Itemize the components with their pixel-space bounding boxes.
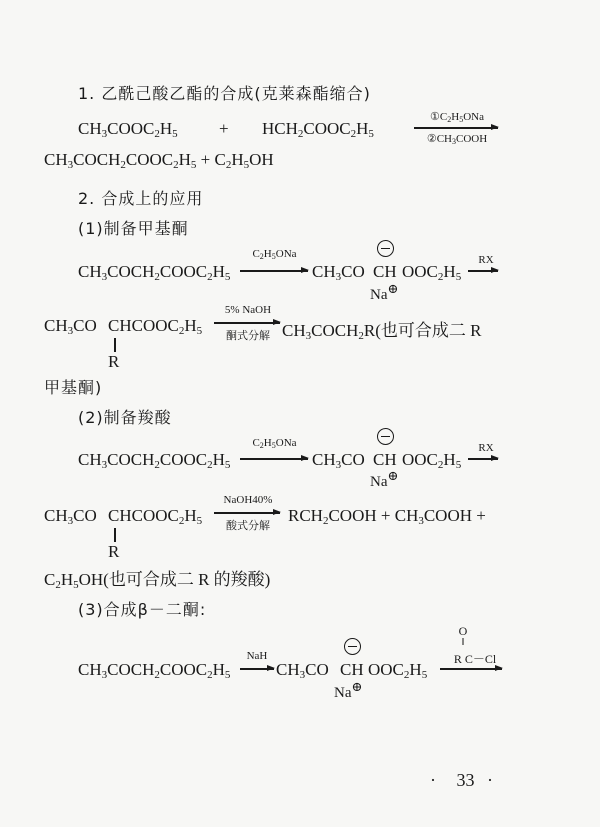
section-2-title: 2. 合成上的应用 [78, 189, 204, 208]
r3-reactant-part-a: $CH_3CO$ [44, 316, 97, 337]
subsection-1-title: (1)制备甲基酮 [78, 219, 189, 238]
r1-arrow [414, 127, 498, 129]
r5-reactant-part-b: $CHCOOC_2H_5$ [108, 506, 203, 527]
r2-reactant: $CH_3COCH_2COOC_2H_5$ [78, 262, 231, 283]
r6-reactant: $CH_3COCH_2COOC_2H_5$ [78, 660, 231, 681]
r2-sodium-counterion: Na⊕ [370, 281, 399, 303]
r6-reagent: R C－Cl [453, 652, 497, 666]
r3-r-group: R [108, 352, 120, 371]
subsection-3-title: (3)合成β－二酮: [78, 600, 207, 619]
r1-plus: + [219, 119, 229, 138]
positive-charge-icon: ⊕ [387, 468, 399, 483]
r2-reagent: RX [478, 254, 494, 266]
r4-arrow-2 [468, 458, 498, 460]
section-1-title: 1. 乙酰己酸乙酯的合成(克莱森酯缩合) [78, 84, 371, 103]
r4-sodium-counterion: Na⊕ [370, 468, 399, 490]
r6-arrow-2 [440, 668, 502, 670]
page-number: · 33 · [430, 770, 501, 790]
negative-charge-icon [377, 428, 394, 445]
r5-product: $RCH_2COOH$ + $CH_3COOH$ + [288, 506, 486, 527]
r5-arrow [214, 512, 280, 514]
r3-condition-top: 5% NaOH [224, 304, 272, 316]
r3-product-continuation: 甲基酮) [44, 378, 103, 397]
r5-reactant-part-a: $CH_3CO$ [44, 506, 97, 527]
r3-condition-bottom: 酮式分解 [226, 329, 270, 342]
r3-bond [114, 338, 116, 352]
r2-product-part-c: $OOC_2H_5$ [402, 262, 462, 283]
r6-product-part-c: $OOC_2H_5$ [368, 660, 428, 681]
r4-reagent: RX [478, 442, 494, 454]
subsection-2-title: (2)制备羧酸 [78, 408, 172, 427]
r3-arrow [214, 322, 280, 324]
r4-product-part-b: CH [373, 450, 397, 469]
r2-condition: $C_2H_5ONa$ [252, 248, 297, 261]
r3-reactant-part-b: $CHCOOC_2H_5$ [108, 316, 203, 337]
positive-charge-icon: ⊕ [351, 679, 363, 694]
r6-condition: NaH [246, 650, 268, 662]
r4-reactant: $CH_3COCH_2COOC_2H_5$ [78, 450, 231, 471]
r1-condition-bottom: $②CH_3COOH$ [426, 133, 488, 146]
r5-product-continuation: $C_2H_5OH$(也可合成二 R 的羧酸) [44, 570, 271, 591]
r6-arrow [240, 668, 274, 670]
r2-product-part-a: $CH_3CO$ [312, 262, 365, 283]
positive-charge-icon: ⊕ [387, 281, 399, 296]
r3-product: $CH_3COCH_2R$(也可合成二 R [282, 321, 482, 342]
r4-product-part-c: $OOC_2H_5$ [402, 450, 462, 471]
r6-acyl-double-bond: ‖ [461, 636, 465, 648]
negative-charge-icon [377, 240, 394, 257]
r2-arrow [240, 270, 308, 272]
r1-condition-top: $①C_2H_5ONa$ [430, 111, 484, 124]
r2-arrow-2 [468, 270, 498, 272]
r1-reactant-2: $HCH_2COOC_2H_5$ [262, 119, 374, 140]
r2-product-part-b: CH [373, 262, 397, 281]
r5-r-group: R [108, 542, 120, 561]
r4-arrow [240, 458, 308, 460]
negative-charge-icon [344, 638, 361, 655]
r6-product-part-a: $CH_3CO$ [276, 660, 329, 681]
r4-condition: $C_2H_5ONa$ [252, 437, 297, 450]
r5-bond [114, 528, 116, 542]
r6-product-part-b: CH [340, 660, 364, 679]
r5-condition-top: NaOH40% [223, 494, 273, 506]
r5-condition-bottom: 酸式分解 [226, 519, 270, 532]
r4-product-part-a: $CH_3CO$ [312, 450, 365, 471]
r1-reactant-1: $CH_3COOC_2H_5$ [78, 119, 178, 140]
r1-product: $CH_3COCH_2COOC_2H_5 + C_2H_5OH$ [44, 150, 274, 171]
r6-sodium-counterion: Na⊕ [334, 679, 363, 701]
r6-acyl-oxygen: O [458, 624, 468, 638]
